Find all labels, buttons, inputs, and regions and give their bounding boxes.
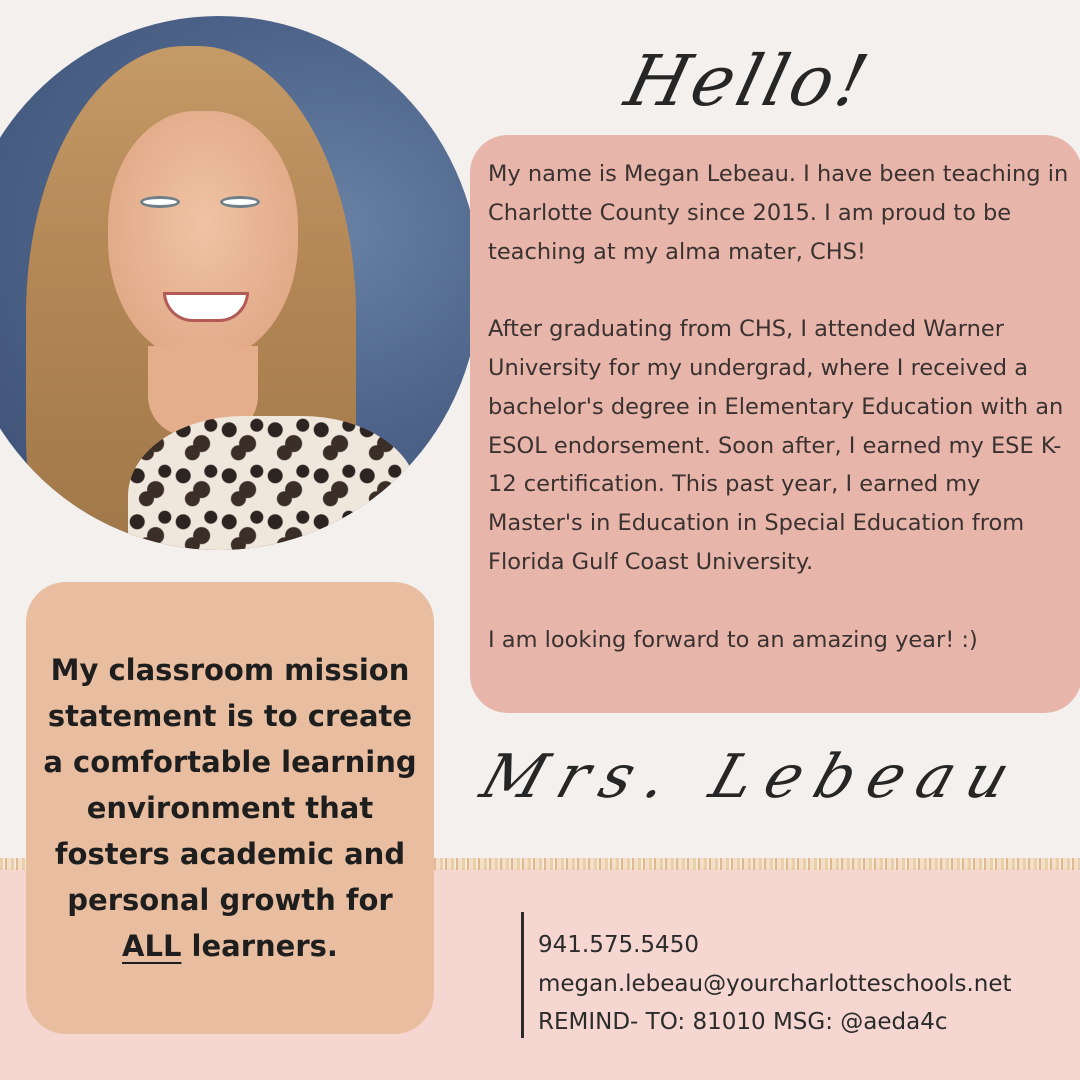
mission-emphasis: ALL xyxy=(122,929,182,963)
hello-heading: Hello! xyxy=(617,40,880,122)
mission-statement xyxy=(42,647,418,969)
bio-paragraph-3: I am looking forward to an amazing year! :) xyxy=(488,626,978,653)
teacher-photo xyxy=(0,16,480,550)
contact-phone: 941.575.5450 xyxy=(538,932,699,958)
signature: Mrs. Lebeau xyxy=(472,742,1033,812)
mission-text-before: My classroom mission statement is to create a comfortable learning environment that fosters academic and personal growth for xyxy=(43,653,417,917)
contact-block xyxy=(521,912,1012,1038)
bio-paragraph-1: My name is Megan Lebeau. I have been teaching in Charlotte County since 2015. I am proud to be teaching at my alma mater, CHS! xyxy=(488,161,1069,265)
bio-box xyxy=(470,135,1080,713)
mission-text-after: learners. xyxy=(181,929,338,963)
contact-email: megan.lebeau@yourcharlotteschools.net xyxy=(538,970,1012,997)
mission-box xyxy=(26,582,434,1034)
contact-remind: REMIND- TO: 81010 MSG: @aeda4c xyxy=(538,1009,948,1035)
bio-paragraph-2: After graduating from CHS, I attended Warner University for my undergrad, where I received a bachelor's degree in Elementary Education with an ESOL endorsement. Soon after, I earned my ESE K-12 certification. This past year, I earned my Master's in Education in Special Education from Florida Gulf Coast University. xyxy=(488,316,1064,575)
